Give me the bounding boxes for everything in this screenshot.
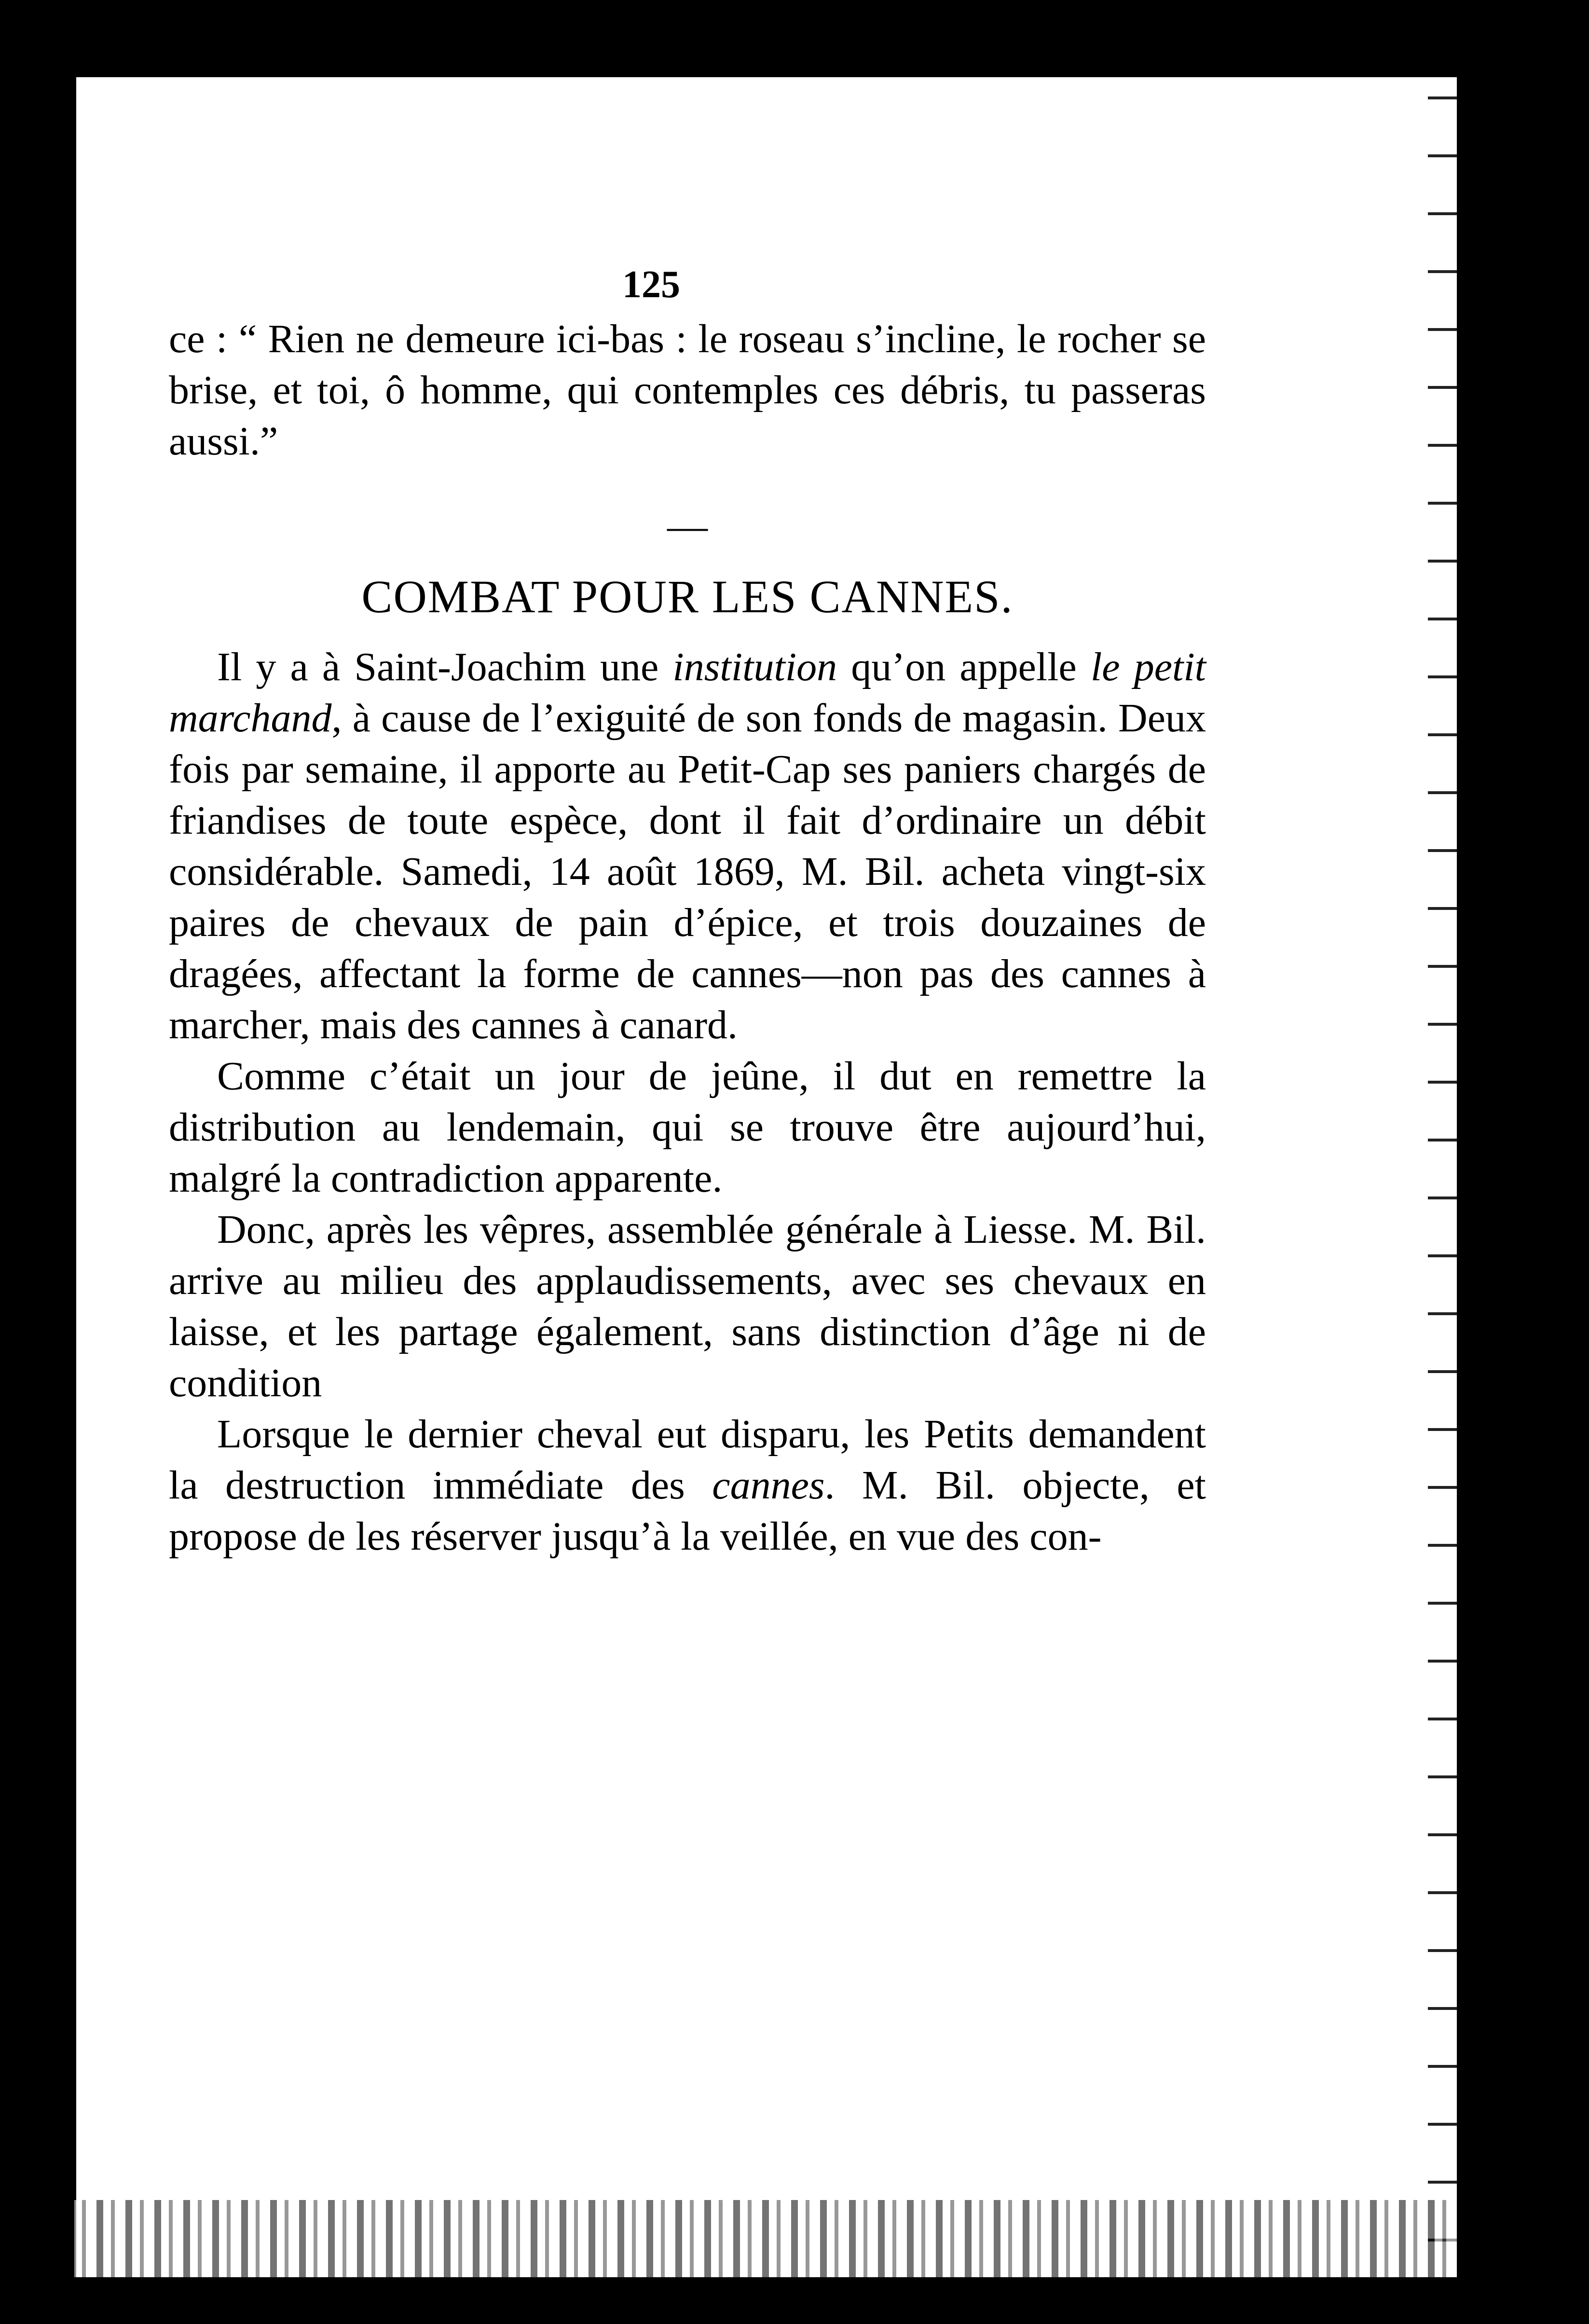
p4-text-a: Lorsque le dernier cheval eut disparu, les Petits demandent la destruction immédiate des bbox=[169, 1412, 1206, 1508]
section-separator: — bbox=[667, 504, 708, 549]
opening-paragraph: ce : “ Rien ne demeure ici-bas : le roseau s’incline, le rocher se brise, et toi, ô homme, qui contemples ces débris, tu passeras aussi.” bbox=[169, 316, 1206, 464]
p4-italic-cannes: cannes bbox=[712, 1463, 825, 1508]
p1-text-c: qu’on appelle bbox=[837, 645, 1091, 689]
paragraph-1 bbox=[169, 642, 1206, 1051]
body-text bbox=[169, 314, 1206, 1562]
page-bottom-edge bbox=[68, 2200, 1457, 2277]
paragraph-4 bbox=[169, 1409, 1206, 1562]
p1-italic-le-petit-marchand: le petit marchand bbox=[169, 645, 1206, 741]
page-right-edge bbox=[1428, 77, 1457, 2277]
paragraph-3: Donc, après les vêpres, assemblée générale à Liesse. M. Bil. arrive au milieu des applaudissements, avec ses chevaux en laisse, et les partage également, sans distinction d’âge ni de condition bbox=[169, 1207, 1206, 1405]
p1-italic-institution: institution bbox=[672, 645, 837, 689]
paragraph-2: Comme c’était un jour de jeûne, il dut en remettre la distribution au lendemain, qui se trouve être aujourd’hui, malgré la contradiction apparente. bbox=[169, 1054, 1206, 1201]
section-heading: COMBAT POUR LES CANNES. bbox=[361, 571, 1014, 622]
p4-text-c: . M. Bil. objecte, et propose de les réserver jusqu’à la veillée, en vue des con- bbox=[169, 1463, 1206, 1559]
p1-text-a: Il y a à Saint-Joachim une bbox=[217, 645, 673, 689]
p1-text-e: , à cause de l’exiguité de son fonds de magasin. Deux fois par semaine, il apporte au Petit-Cap ses paniers chargés de friandises de toute espèce, dont il fait d’ordinaire un débit considérable. Samedi, 14 août 1869, M. Bil. acheta vingt-six paires de chevaux de pain d’épice, et trois douzaines de dragées, affectant la forme de cannes—non pas des cannes à marcher, mais des cannes à canard. bbox=[169, 696, 1206, 1047]
page-left-edge bbox=[68, 77, 76, 2277]
page-number: 125 bbox=[622, 263, 680, 306]
